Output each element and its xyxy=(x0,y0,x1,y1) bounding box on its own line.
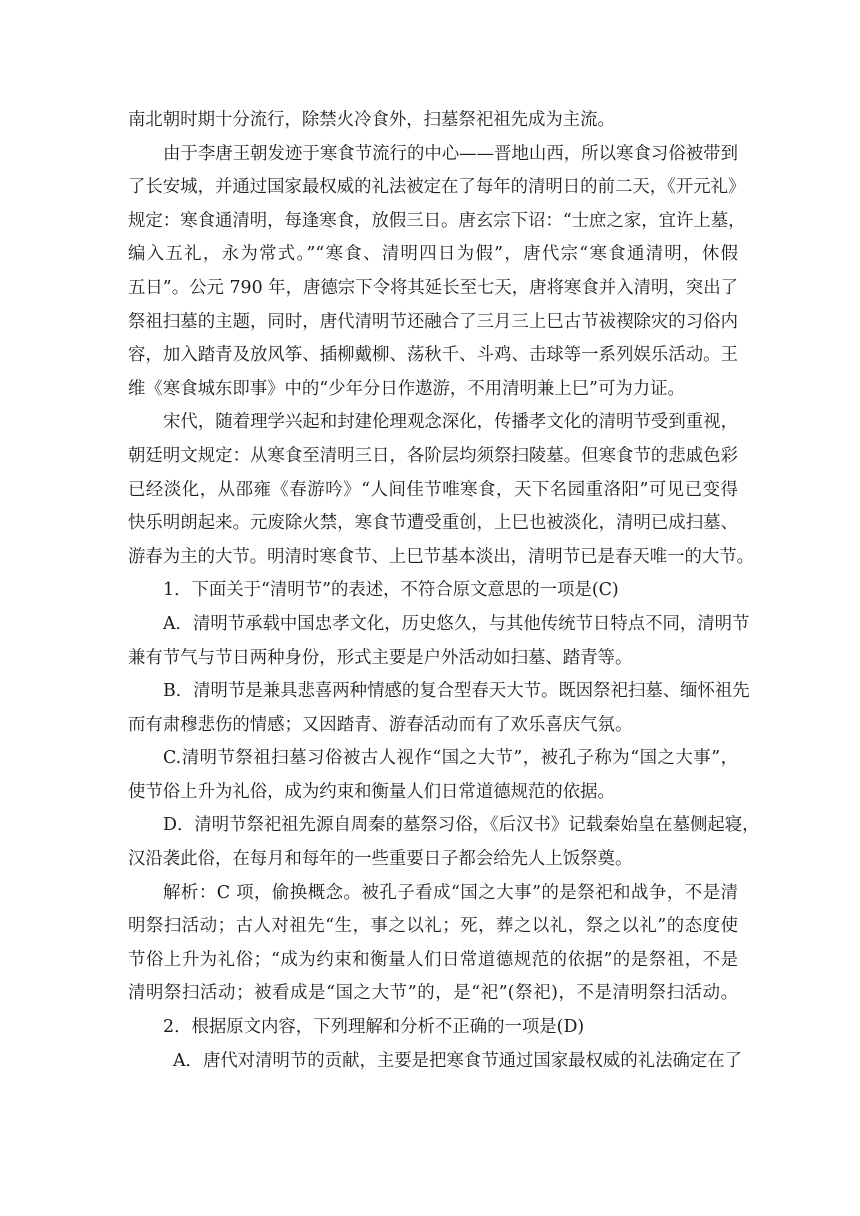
text-line: 2．根据原文内容，下列理解和分析不正确的一项是(D) xyxy=(163,1017,585,1038)
text-line: 编入五礼，永为常式。”“寒食、清明四日为假”，唐代宗“寒食通清明，休假 xyxy=(128,244,738,265)
text-line: 清明祭扫活动；被看成是“国之大节”的，是“祀”(祭祀)，不是清明祭扫活动。 xyxy=(128,983,738,1004)
text-line: 五日”。公元 790 年，唐德宗下令将其延长至七天，唐将寒食并入清明，突出了 xyxy=(128,277,738,298)
text-line: 汉沿袭此俗，在每月和每年的一些重要日子都会给先人上饭祭奠。 xyxy=(128,849,633,870)
text-line: 使节俗上升为礼俗，成为约束和衡量人们日常道德规范的依据。 xyxy=(128,781,615,802)
text-line: 由于李唐王朝发迹于寒食节流行的中心——晋地山西，所以寒食习俗被带到 xyxy=(163,143,738,164)
text-line: 1．下面关于“清明节”的表述，不符合原文意思的一项是(C) xyxy=(163,580,619,601)
text-line: 已经淡化，从邵雍《春游吟》“人间佳节唯寒食，天下名园重洛阳”可见已变得 xyxy=(128,479,738,500)
text-line: 宋代，随着理学兴起和封建伦理观念深化，传播孝文化的清明节受到重视， xyxy=(163,412,738,433)
text-line: 明祭扫活动；古人对祖先“生，事之以礼；死，葬之以礼，祭之以礼”的态度使 xyxy=(128,916,738,937)
text-line: 朝廷明文规定：从寒食至清明三日，各阶层均须祭扫陵墓。但寒食节的悲戚色彩 xyxy=(128,445,738,466)
text-line: 节俗上升为礼俗；“成为约束和衡量人们日常道德规范的依据”的是祭祖，不是 xyxy=(128,949,738,970)
text-line: 快乐明朗起来。元废除火禁，寒食节遭受重创，上巳也被淡化，清明已成扫墓、 xyxy=(128,513,738,534)
text-line: B．清明节是兼具悲喜两种情感的复合型春天大节。既因祭祀扫墓、缅怀祖先 xyxy=(163,681,750,702)
document-body xyxy=(128,104,760,1078)
text-line: 规定：寒食通清明，每逢寒食，放假三日。唐玄宗下诏：“士庶之家，宜许上墓， xyxy=(128,210,746,231)
text-line: 维《寒食城东即事》中的“少年分日作遨游，不用清明兼上巳”可为力证。 xyxy=(128,378,685,399)
text-line: A．唐代对清明节的贡献，主要是把寒食节通过国家最权威的礼法确定在了 xyxy=(173,1050,743,1071)
text-line: A．清明节承载中国忠孝文化，历史悠久，与其他传统节日特点不同，清明节 xyxy=(163,613,750,634)
text-line: 解析：C 项，偷换概念。被孔子看成“国之大事”的是祭祀和战争，不是清 xyxy=(163,882,738,903)
text-line: D．清明节祭祀祖先源自周秦的墓祭习俗，《后汉书》记载秦始皇在墓侧起寝， xyxy=(163,815,760,836)
text-line: 而有肃穆悲伤的情感；又因踏青、游春活动而有了欢乐喜庆气氛。 xyxy=(128,714,633,735)
text-line: 了长安城，并通过国家最权威的礼法被定在了每年的清明日的前二天，《开元礼》 xyxy=(128,177,746,198)
text-line: 祭祖扫墓的主题，同时，唐代清明节还融合了三月三上巳古节祓禊除灾的习俗内 xyxy=(128,311,738,332)
text-line: 兼有节气与节日两种身份，形式主要是户外活动如扫墓、踏青等。 xyxy=(128,647,633,668)
text-line: C.清明节祭祖扫墓习俗被古人视作“国之大节”，被孔子称为“国之大事”， xyxy=(163,748,738,769)
text-line: 南北朝时期十分流行，除禁火冷食外，扫墓祭祀祖先成为主流。 xyxy=(128,110,615,130)
text-line: 容，加入踏青及放风筝、插柳戴柳、荡秋千、斗鸡、击球等一系列娱乐活动。王 xyxy=(128,345,738,366)
text-line: 游春为主的大节。明清时寒食节、上巳节基本淡出，清明节已是春天唯一的大节。 xyxy=(128,546,755,567)
